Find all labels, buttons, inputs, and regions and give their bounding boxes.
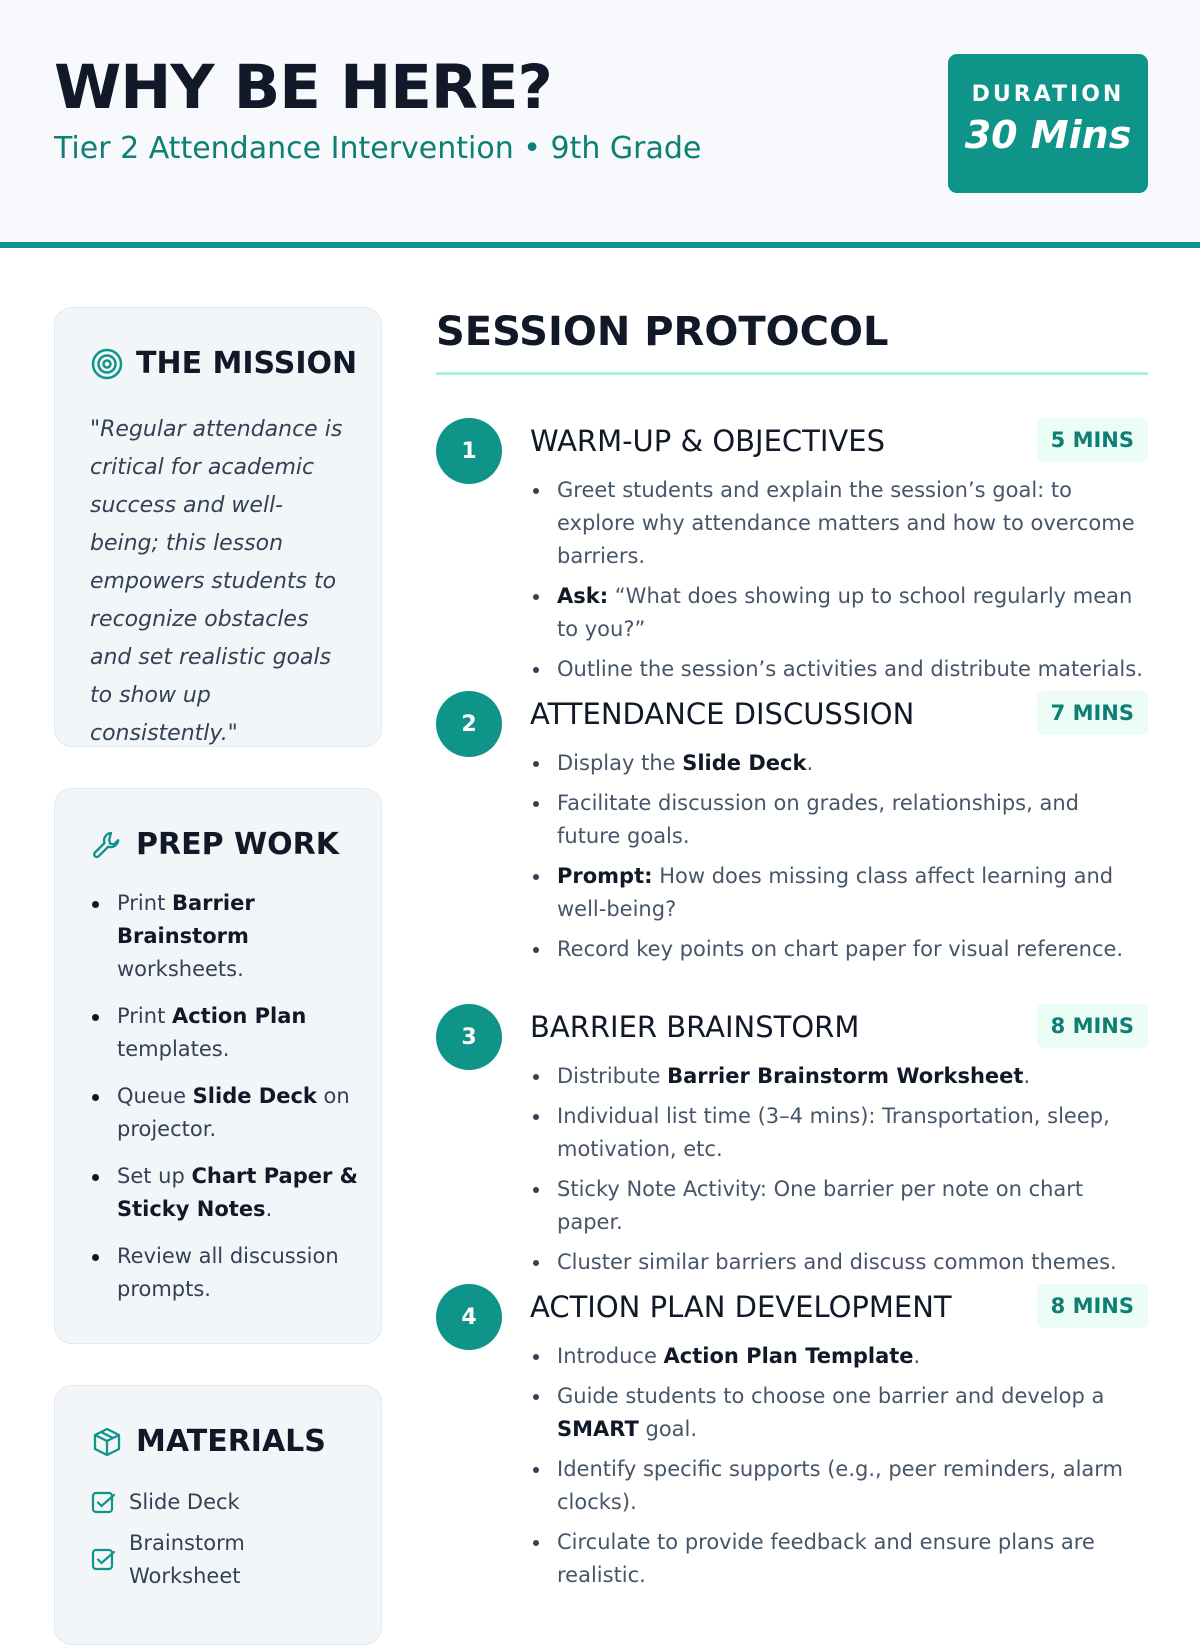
section-divider <box>436 372 1148 375</box>
material-label: Brainstorm Worksheet <box>129 1531 245 1588</box>
step-bullets <box>530 1340 1148 1599</box>
prep-item: Set up Chart Paper & Sticky Notes. <box>90 1160 360 1226</box>
mission-title: THE MISSION <box>136 346 358 381</box>
step-bullet: Distribute Barrier Brainstorm Worksheet. <box>530 1060 1148 1093</box>
section-title: SESSION PROTOCOL <box>436 309 889 355</box>
check-square-icon <box>90 1547 116 1573</box>
step-bullet: Individual list time (3–4 mins): Transportation, sleep, motivation, etc. <box>530 1100 1148 1166</box>
step-bullets <box>530 747 1148 973</box>
step-bullet: Prompt: How does missing class affect learning and well-being? <box>530 860 1148 926</box>
page-header <box>0 0 1200 248</box>
target-icon <box>90 347 124 381</box>
materials-list <box>90 1486 360 1601</box>
step-bullet: Record key points on chart paper for visual reference. <box>530 933 1148 966</box>
step-bullet: Outline the session’s activities and distribute materials. <box>530 653 1148 686</box>
step-bullet: Ask: “What does showing up to school regularly mean to you?” <box>530 580 1148 646</box>
mission-statement: "Regular attendance is critical for academic success and well-being; this lesson empowers students to recognize obstacles and set realistic goals to show up consistently." <box>90 417 343 746</box>
material-label: Slide Deck <box>129 1490 240 1514</box>
materials-title: MATERIALS <box>136 1424 326 1459</box>
prep-header <box>90 827 339 862</box>
package-icon <box>90 1425 124 1459</box>
mission-header <box>90 346 357 381</box>
page-title: WHY BE HERE? <box>54 52 552 123</box>
step-number: 4 <box>436 1284 502 1350</box>
step-title: ATTENDANCE DISCUSSION <box>530 697 915 731</box>
step-number: 1 <box>436 418 502 484</box>
duration-badge <box>948 54 1148 193</box>
step-bullets <box>530 474 1148 693</box>
prep-item: Print Action Plan templates. <box>90 1000 360 1066</box>
step-bullet: Display the Slide Deck. <box>530 747 1148 780</box>
wrench-icon <box>90 828 124 862</box>
prep-card <box>54 788 382 1344</box>
prep-list <box>90 887 360 1320</box>
step-time-badge: 8 MINS <box>1037 1284 1148 1328</box>
step-title: WARM-UP & OBJECTIVES <box>530 424 886 458</box>
step-bullet: Identify specific supports (e.g., peer reminders, alarm clocks). <box>530 1453 1148 1519</box>
step-bullet: Introduce Action Plan Template. <box>530 1340 1148 1373</box>
step-title: BARRIER BRAINSTORM <box>530 1010 860 1044</box>
step-bullet: Greet students and explain the session’s goal: to explore why attendance matters and how to overcome barriers. <box>530 474 1148 573</box>
materials-header <box>90 1424 326 1459</box>
duration-value: 30 Mins <box>964 113 1132 157</box>
step-bullets <box>530 1060 1148 1286</box>
step-bullet: Circulate to provide feedback and ensure plans are realistic. <box>530 1526 1148 1592</box>
step-bullet: Cluster similar barriers and discuss common themes. <box>530 1246 1148 1279</box>
step-title: ACTION PLAN DEVELOPMENT <box>530 1290 952 1324</box>
step-time-badge: 8 MINS <box>1037 1004 1148 1048</box>
material-item <box>90 1486 360 1519</box>
prep-item: Queue Slide Deck on projector. <box>90 1080 360 1146</box>
page-subtitle: Tier 2 Attendance Intervention • 9th Grade <box>54 131 702 166</box>
step-number: 2 <box>436 691 502 757</box>
prep-title: PREP WORK <box>136 827 339 862</box>
prep-item: Review all discussion prompts. <box>90 1240 360 1306</box>
check-square-icon <box>90 1490 116 1516</box>
step-bullet: Guide students to choose one barrier and develop a SMART goal. <box>530 1380 1148 1446</box>
step-bullet: Sticky Note Activity: One barrier per note on chart paper. <box>530 1173 1148 1239</box>
step-number: 3 <box>436 1004 502 1070</box>
material-item <box>90 1527 360 1593</box>
step-time-badge: 5 MINS <box>1037 418 1148 462</box>
step-bullet: Facilitate discussion on grades, relationships, and future goals. <box>530 787 1148 853</box>
prep-item: Print Barrier Brainstorm worksheets. <box>90 887 360 986</box>
mission-card <box>54 307 382 747</box>
step-time-badge: 7 MINS <box>1037 691 1148 735</box>
duration-label: DURATION <box>971 82 1125 107</box>
materials-card <box>54 1385 382 1645</box>
